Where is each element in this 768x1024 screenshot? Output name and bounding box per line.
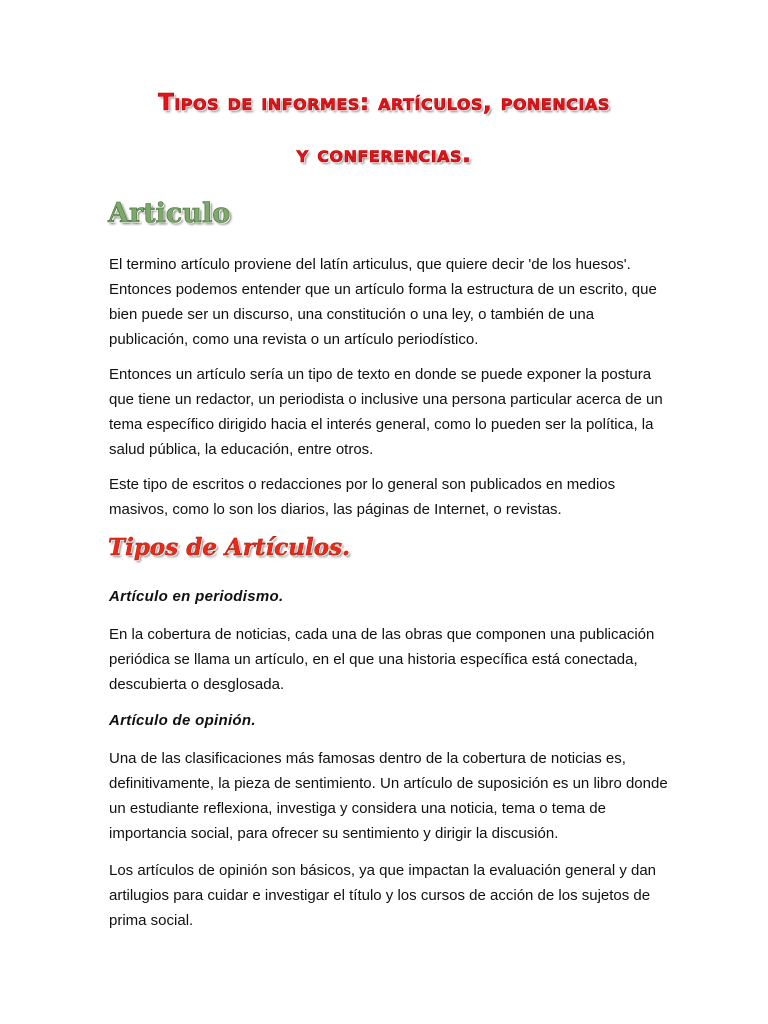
document-title-line-2: y conferencias.	[296, 142, 472, 168]
document-title-line-1: Tipos de informes: artículos, ponencias	[158, 90, 610, 116]
intro-paragraph-1: El termino artículo proviene del latín articulus, que quiere decir 'de los huesos'. Entonces podemos entender que un artículo forma la estructura de un escrito, que bien puede ser un discurso, una constitución o una ley, o también de una publicación, como una revista o un artículo periodístico.	[109, 256, 657, 348]
subheading-opinion: Artículo de opinión.	[109, 712, 256, 729]
subheading-periodismo: Artículo en periodismo.	[109, 588, 284, 605]
section-heading-tipos: Tipos de Artículos.	[108, 534, 351, 561]
intro-paragraph-2: Entonces un artículo sería un tipo de texto en donde se puede exponer la postura que tiene un redactor, un periodista o inclusive una persona particular acerca de un tema específico dirigido hacia el interés general, como lo pueden ser la política, la salud pública, la educación, entre otros.	[109, 366, 663, 458]
opinion-paragraph-1: Una de las clasificaciones más famosas dentro de la cobertura de noticias es, definitivamente, la pieza de sentimiento. Un artículo de suposición es un libro donde un estudiante reflexiona, investiga y considera una noticia, tema o tema de importancia social, para ofrecer su sentimiento y dirigir la discusión.	[109, 750, 668, 842]
periodismo-paragraph: En la cobertura de noticias, cada una de las obras que componen una publicación periódica se llama un artículo, en el que una historia específica está conectada, descubierta o desglosada.	[109, 626, 655, 693]
opinion-paragraph-2: Los artículos de opinión son básicos, ya que impactan la evaluación general y dan artilugios para cuidar e investigar el título y los cursos de acción de los sujetos de prima social.	[109, 862, 657, 929]
section-heading-articulo: Articulo	[108, 198, 231, 229]
intro-paragraph-3: Este tipo de escritos o redacciones por lo general son publicados en medios masivos, como lo son los diarios, las páginas de Internet, o revistas.	[109, 476, 616, 518]
